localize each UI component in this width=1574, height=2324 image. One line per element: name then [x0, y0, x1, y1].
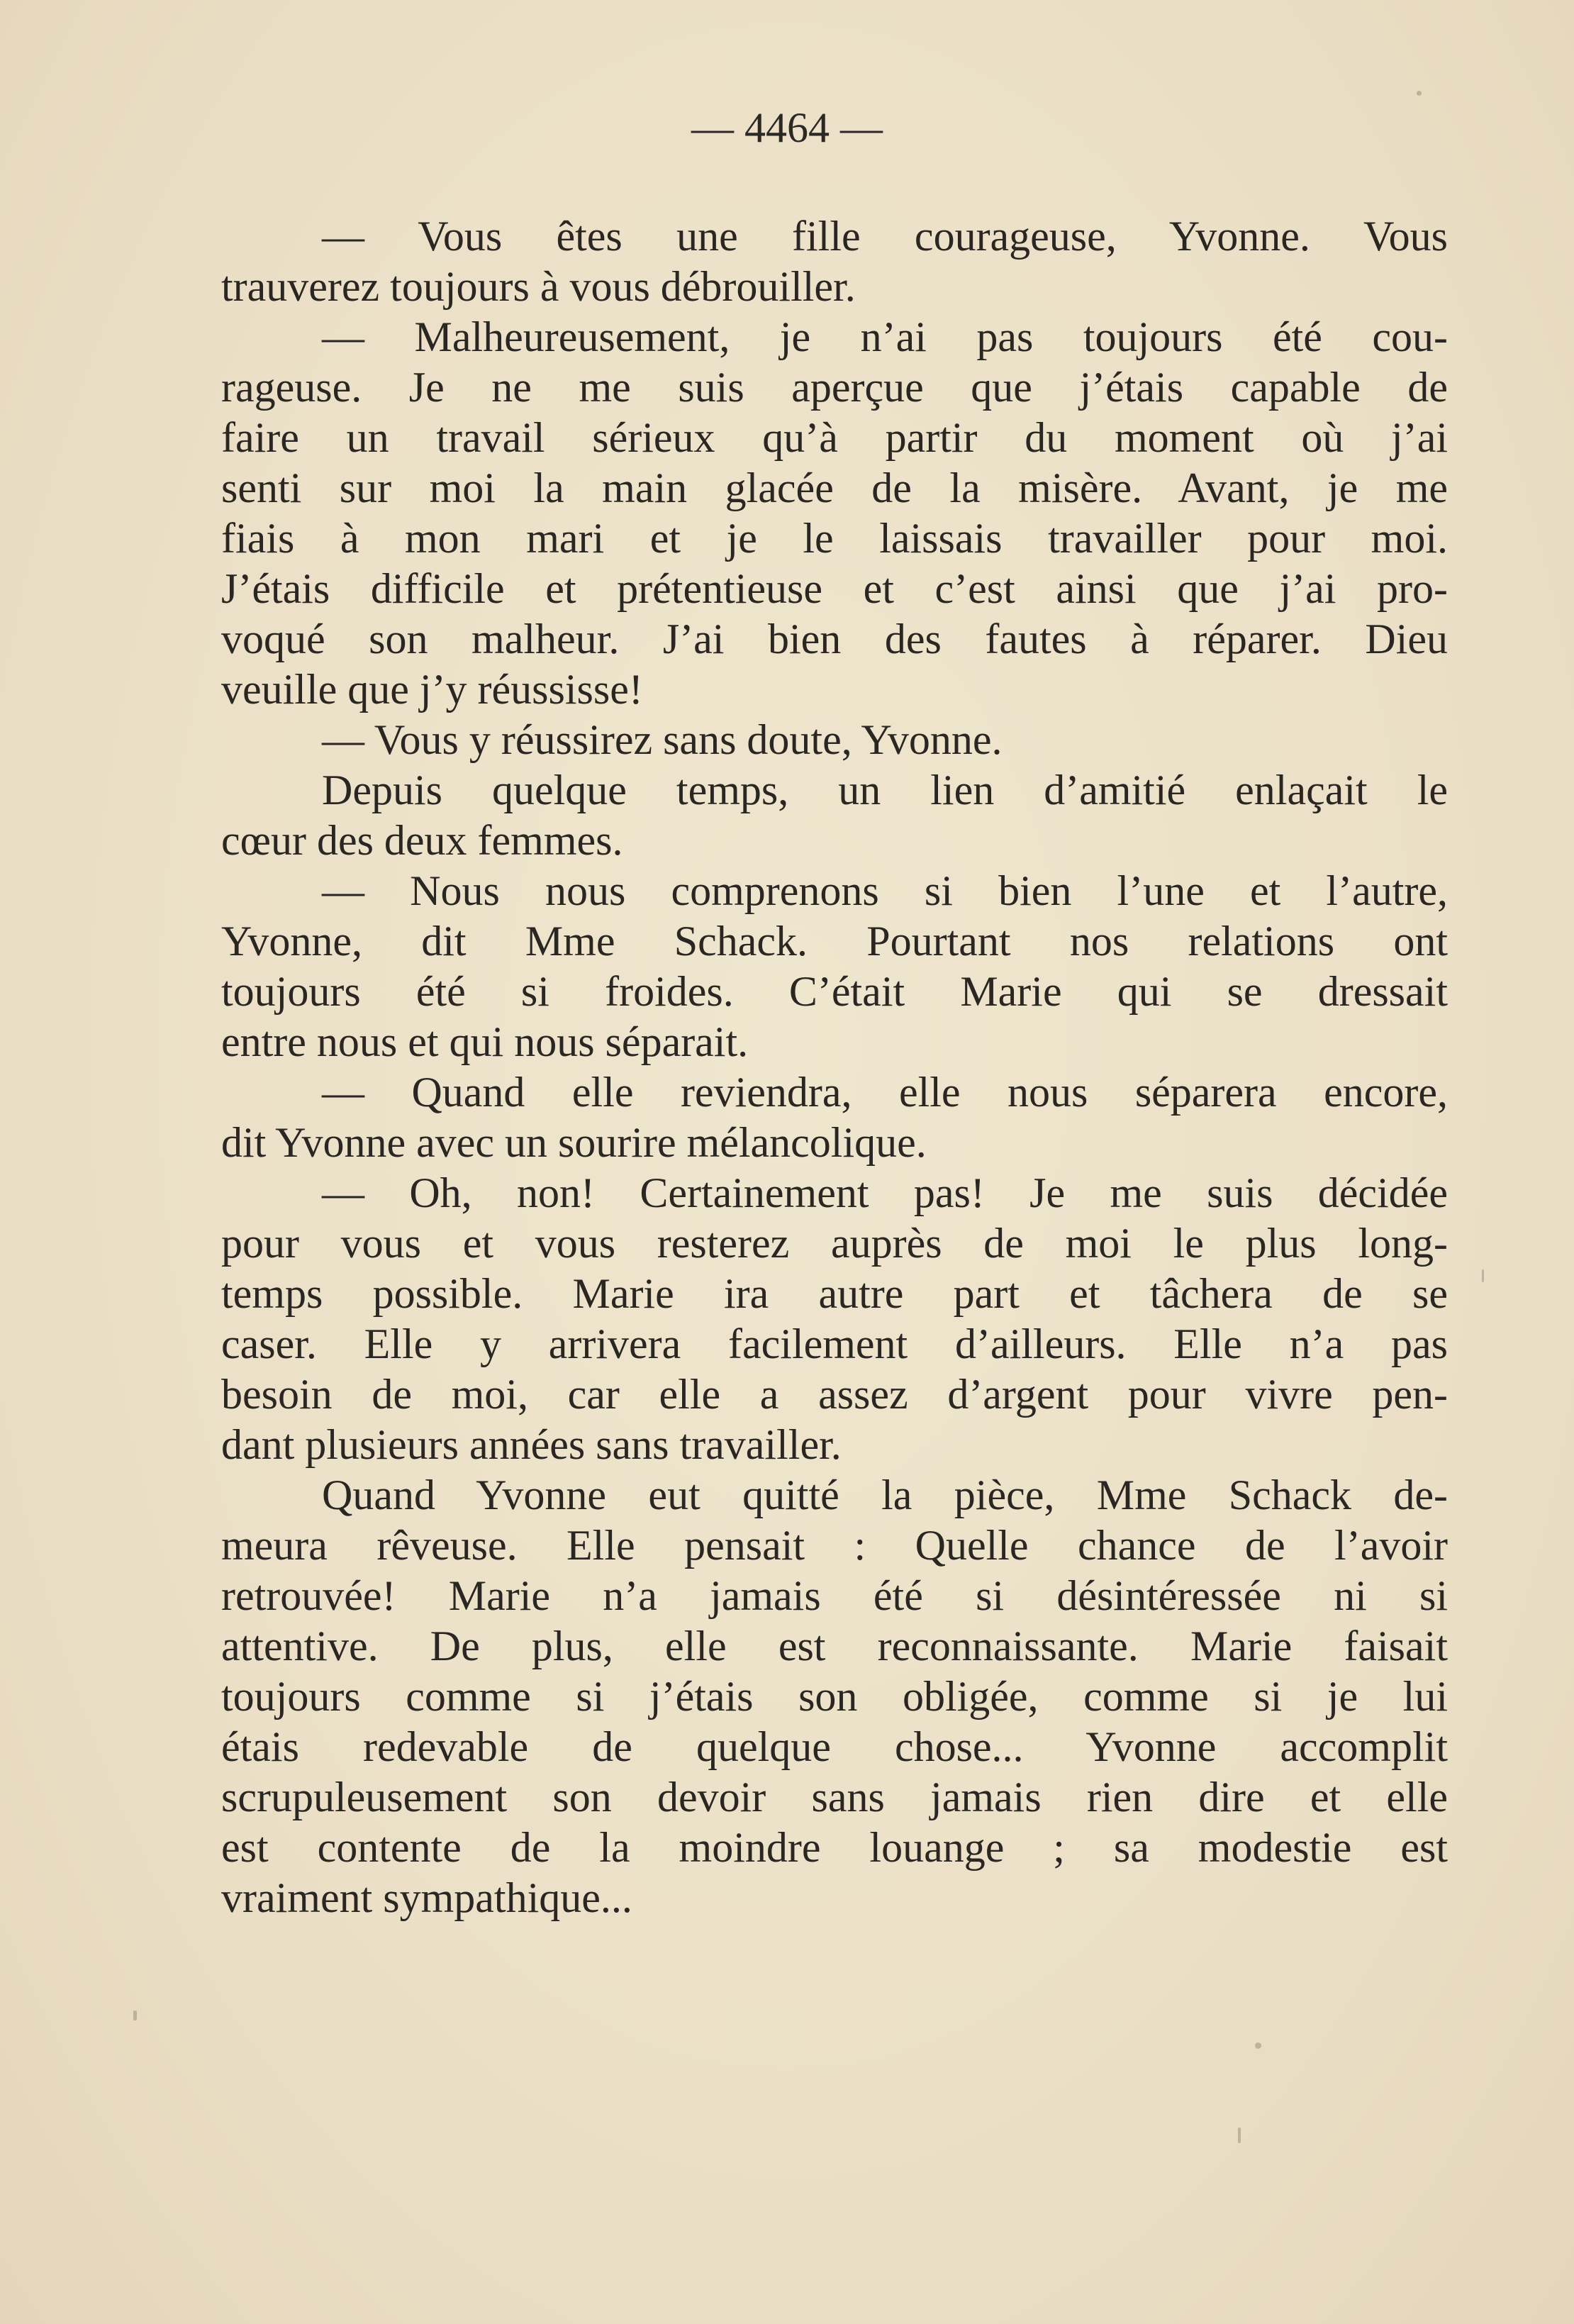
text-line: rageuse. Je ne me suis aperçue que j’étais capable de [221, 364, 1448, 411]
text-line: — Vous êtes une fille courageuse, Yvonne. Vous [322, 213, 1448, 260]
text-line: — Malheureusement, je n’ai pas toujours été cou- [322, 313, 1448, 360]
text-line: dit Yvonne avec un sourire mélancolique. [221, 1119, 927, 1166]
text-line: senti sur moi la main glacée de la misère. Avant, je me [221, 465, 1448, 511]
text-line: cœur des deux femmes. [221, 817, 623, 864]
paper-speck [1417, 91, 1422, 96]
text-line: toujours comme si j’étais son obligée, comme si je lui [221, 1673, 1448, 1720]
text-line: Quand Yvonne eut quitté la pièce, Mme Schack de- [322, 1472, 1448, 1518]
text-line: faire un travail sérieux qu’à partir du moment où j’ai [221, 414, 1448, 461]
text-line: — Oh, non! Certainement pas! Je me suis décidée [322, 1169, 1448, 1216]
text-line: attentive. De plus, elle est reconnaissante. Marie faisait [221, 1623, 1448, 1669]
text-line: fiais à mon mari et je le laissais travailler pour moi. [221, 515, 1448, 562]
page-number: — 4464 — [691, 104, 883, 151]
text-line: Yvonne, dit Mme Schack. Pourtant nos relations ont [221, 918, 1448, 964]
text-line: — Vous y réussirez sans doute, Yvonne. [322, 716, 1003, 763]
text-line: meura rêveuse. Elle pensait : Quelle chance de l’avoir [221, 1522, 1448, 1569]
text-line: entre nous et qui nous séparait. [221, 1018, 749, 1065]
body-text [221, 211, 1448, 1923]
text-line: — Quand elle reviendra, elle nous séparera encore, [322, 1069, 1448, 1116]
text-line: Depuis quelque temps, un lien d’amitié enlaçait le [322, 767, 1448, 813]
text-line: veuille que j’y réussisse! [221, 666, 643, 713]
text-line: est contente de la moindre louange ; sa modestie est [221, 1824, 1448, 1871]
text-line: — Nous nous comprenons si bien l’une et l’autre, [322, 867, 1448, 914]
paper-speck [1255, 2042, 1261, 2049]
text-line: temps possible. Marie ira autre part et tâchera de se [221, 1270, 1448, 1317]
text-line: toujours été si froides. C’était Marie qui se dressait [221, 968, 1448, 1015]
text-line: J’étais difficile et prétentieuse et c’est ainsi que j’ai pro- [221, 565, 1448, 612]
text-line: pour vous et vous resterez auprès de moi le plus long- [221, 1220, 1448, 1267]
text-line: voqué son malheur. J’ai bien des fautes à réparer. Dieu [221, 616, 1448, 662]
text-line: scrupuleusement son devoir sans jamais rien dire et elle [221, 1774, 1448, 1820]
text-line: besoin de moi, car elle a assez d’argent pour vivre pen- [221, 1371, 1448, 1418]
paper-speck [133, 2011, 137, 2020]
paper-speck [1482, 1269, 1484, 1282]
paper-speck [1238, 2128, 1241, 2143]
text-line: retrouvée! Marie n’a jamais été si désintéressée ni si [221, 1572, 1448, 1619]
text-line: dant plusieurs années sans travailler. [221, 1421, 842, 1468]
text-line: caser. Elle y arrivera facilement d’ailleurs. Elle n’a pas [221, 1321, 1448, 1367]
text-line: étais redevable de quelque chose... Yvonne accomplit [221, 1723, 1448, 1770]
text-line: trauverez toujours à vous débrouiller. [221, 263, 856, 310]
text-line: vraiment sympathique... [221, 1874, 632, 1921]
